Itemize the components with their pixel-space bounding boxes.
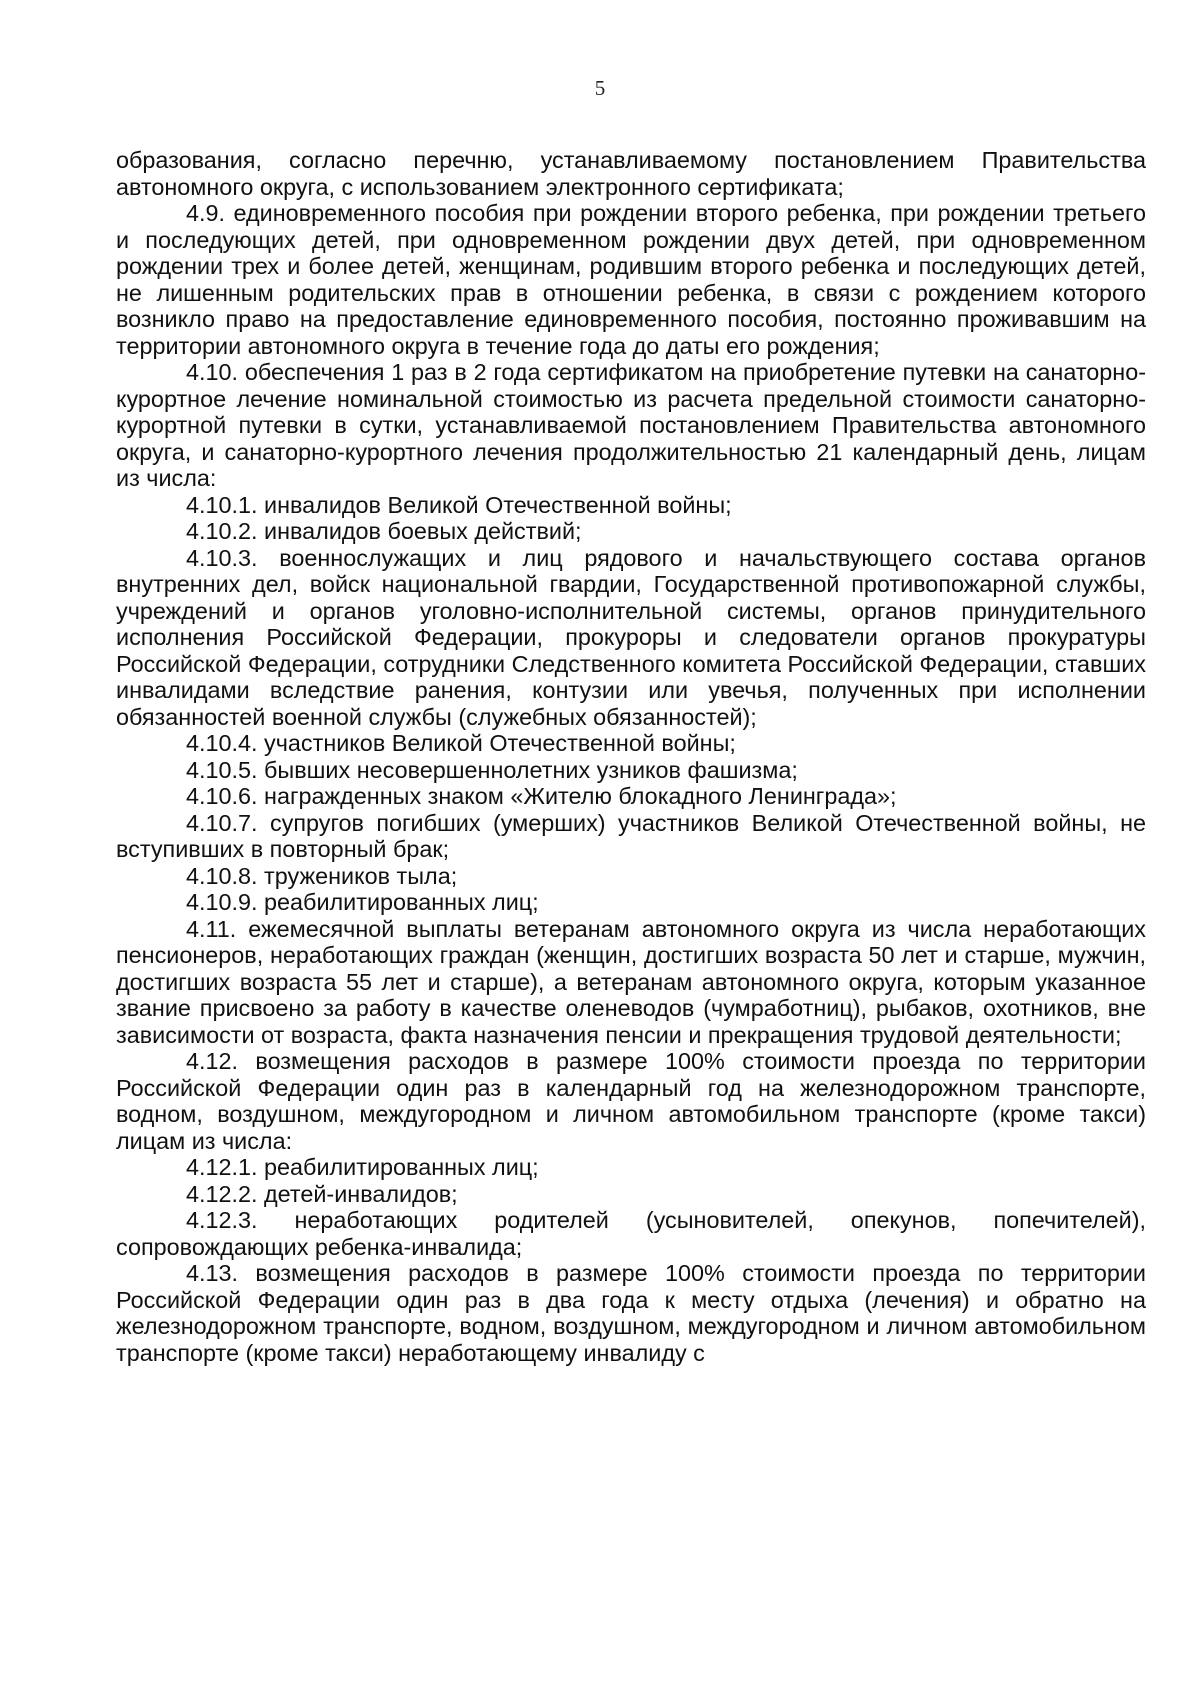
paragraph: 4.10.6. награжденных знаком «Жителю блокадного Ленинграда»; xyxy=(186,783,897,809)
paragraph: 4.10.5. бывших несовершеннолетних узников фашизма; xyxy=(186,756,798,783)
document-body xyxy=(116,147,1146,1366)
paragraph: 4.13. возмещения расходов в размере 100% стоимости проезда по территории Российской Федерации один раз в два года к месту отдыха (лечения) и обратно на железнодорожном транспорте, водном, воздушном, междугородном и личном автомобильном транспорте (кроме такси) неработающему инвалиду с xyxy=(116,1260,1146,1366)
paragraph: 4.10.7. супругов погибших (умерших) участников Великой Отечественной войны, не вступивших в повторный брак; xyxy=(116,809,1146,862)
page-number: 5 xyxy=(594,76,606,100)
paragraph: образования, согласно перечню, устанавливаемому постановлением Правительства автономного округа, с использованием электронного сертификата; xyxy=(116,147,1146,200)
paragraph: 4.9. единовременного пособия при рождении второго ребенка, при рождении третьего и последующих детей, при одновременном рождении двух детей, при одновременном рождении трех и более детей, женщинам, родившим второго ребенка и последующих детей, не лишенным родительских прав в отношении ребенка, в связи с рождением которого возникло право на предоставление единовременного пособия, постоянно проживавшим на территории автономного округа в течение года до даты его рождения; xyxy=(116,200,1146,359)
paragraph: 4.10. обеспечения 1 раз в 2 года сертификатом на приобретение путевки на санаторно-курортное лечение номинальной стоимостью из расчета предельной стоимости санаторно-курортной путевки в сутки, устанавливаемой постановлением Правительства автономного округа, и санаторно-курортного лечения продолжительностью 21 календарный день, лицам из числа: xyxy=(116,359,1146,491)
paragraph: 4.10.3. военнослужащих и лиц рядового и начальствующего состава органов внутренних дел, войск национальной гвардии, Государственной противопожарной службы, учреждений и органов уголовно-исполнительной системы, органов принудительного исполнения Российской Федерации, прокуроры и следователи органов прокуратуры Российской Федерации, сотрудники Следственного комитета Российской Федерации, ставших инвалидами вследствие ранения, контузии или увечья, полученных при исполнении обязанностей военной службы (служебных обязанностей); xyxy=(116,544,1146,730)
paragraph: 4.10.9. реабилитированных лиц; xyxy=(186,889,539,915)
paragraph: 4.10.4. участников Великой Отечественной войны; xyxy=(186,730,736,756)
paragraph: 4.12.2. детей-инвалидов; xyxy=(186,1180,458,1207)
paragraph: 4.10.1. инвалидов Великой Отечественной войны; xyxy=(186,491,732,518)
paragraph: 4.12.3. неработающих родителей (усыновителей, опекунов, попечителей), сопровождающих ребенка-инвалида; xyxy=(116,1207,1146,1260)
paragraph: 4.10.8. тружеников тыла; xyxy=(186,862,458,889)
paragraph: 4.12.1. реабилитированных лиц; xyxy=(186,1154,539,1180)
paragraph: 4.12. возмещения расходов в размере 100% стоимости проезда по территории Российской Федерации один раз в календарный год на железнодорожном транспорте, водном, воздушном, междугородном и личном автомобильном транспорте (кроме такси) лицам из числа: xyxy=(116,1048,1146,1154)
paragraph: 4.11. ежемесячной выплаты ветеранам автономного округа из числа неработающих пенсионеров, неработающих граждан (женщин, достигших возраста 50 лет и старше, мужчин, достигших возраста 55 лет и старше), а ветеранам автономного округа, которым указанное звание присвоено за работу в качестве оленеводов (чумработниц), рыбаков, охотников, вне зависимости от возраста, факта назначения пенсии и прекращения трудовой деятельности; xyxy=(116,915,1146,1048)
paragraph: 4.10.2. инвалидов боевых действий; xyxy=(186,518,582,544)
